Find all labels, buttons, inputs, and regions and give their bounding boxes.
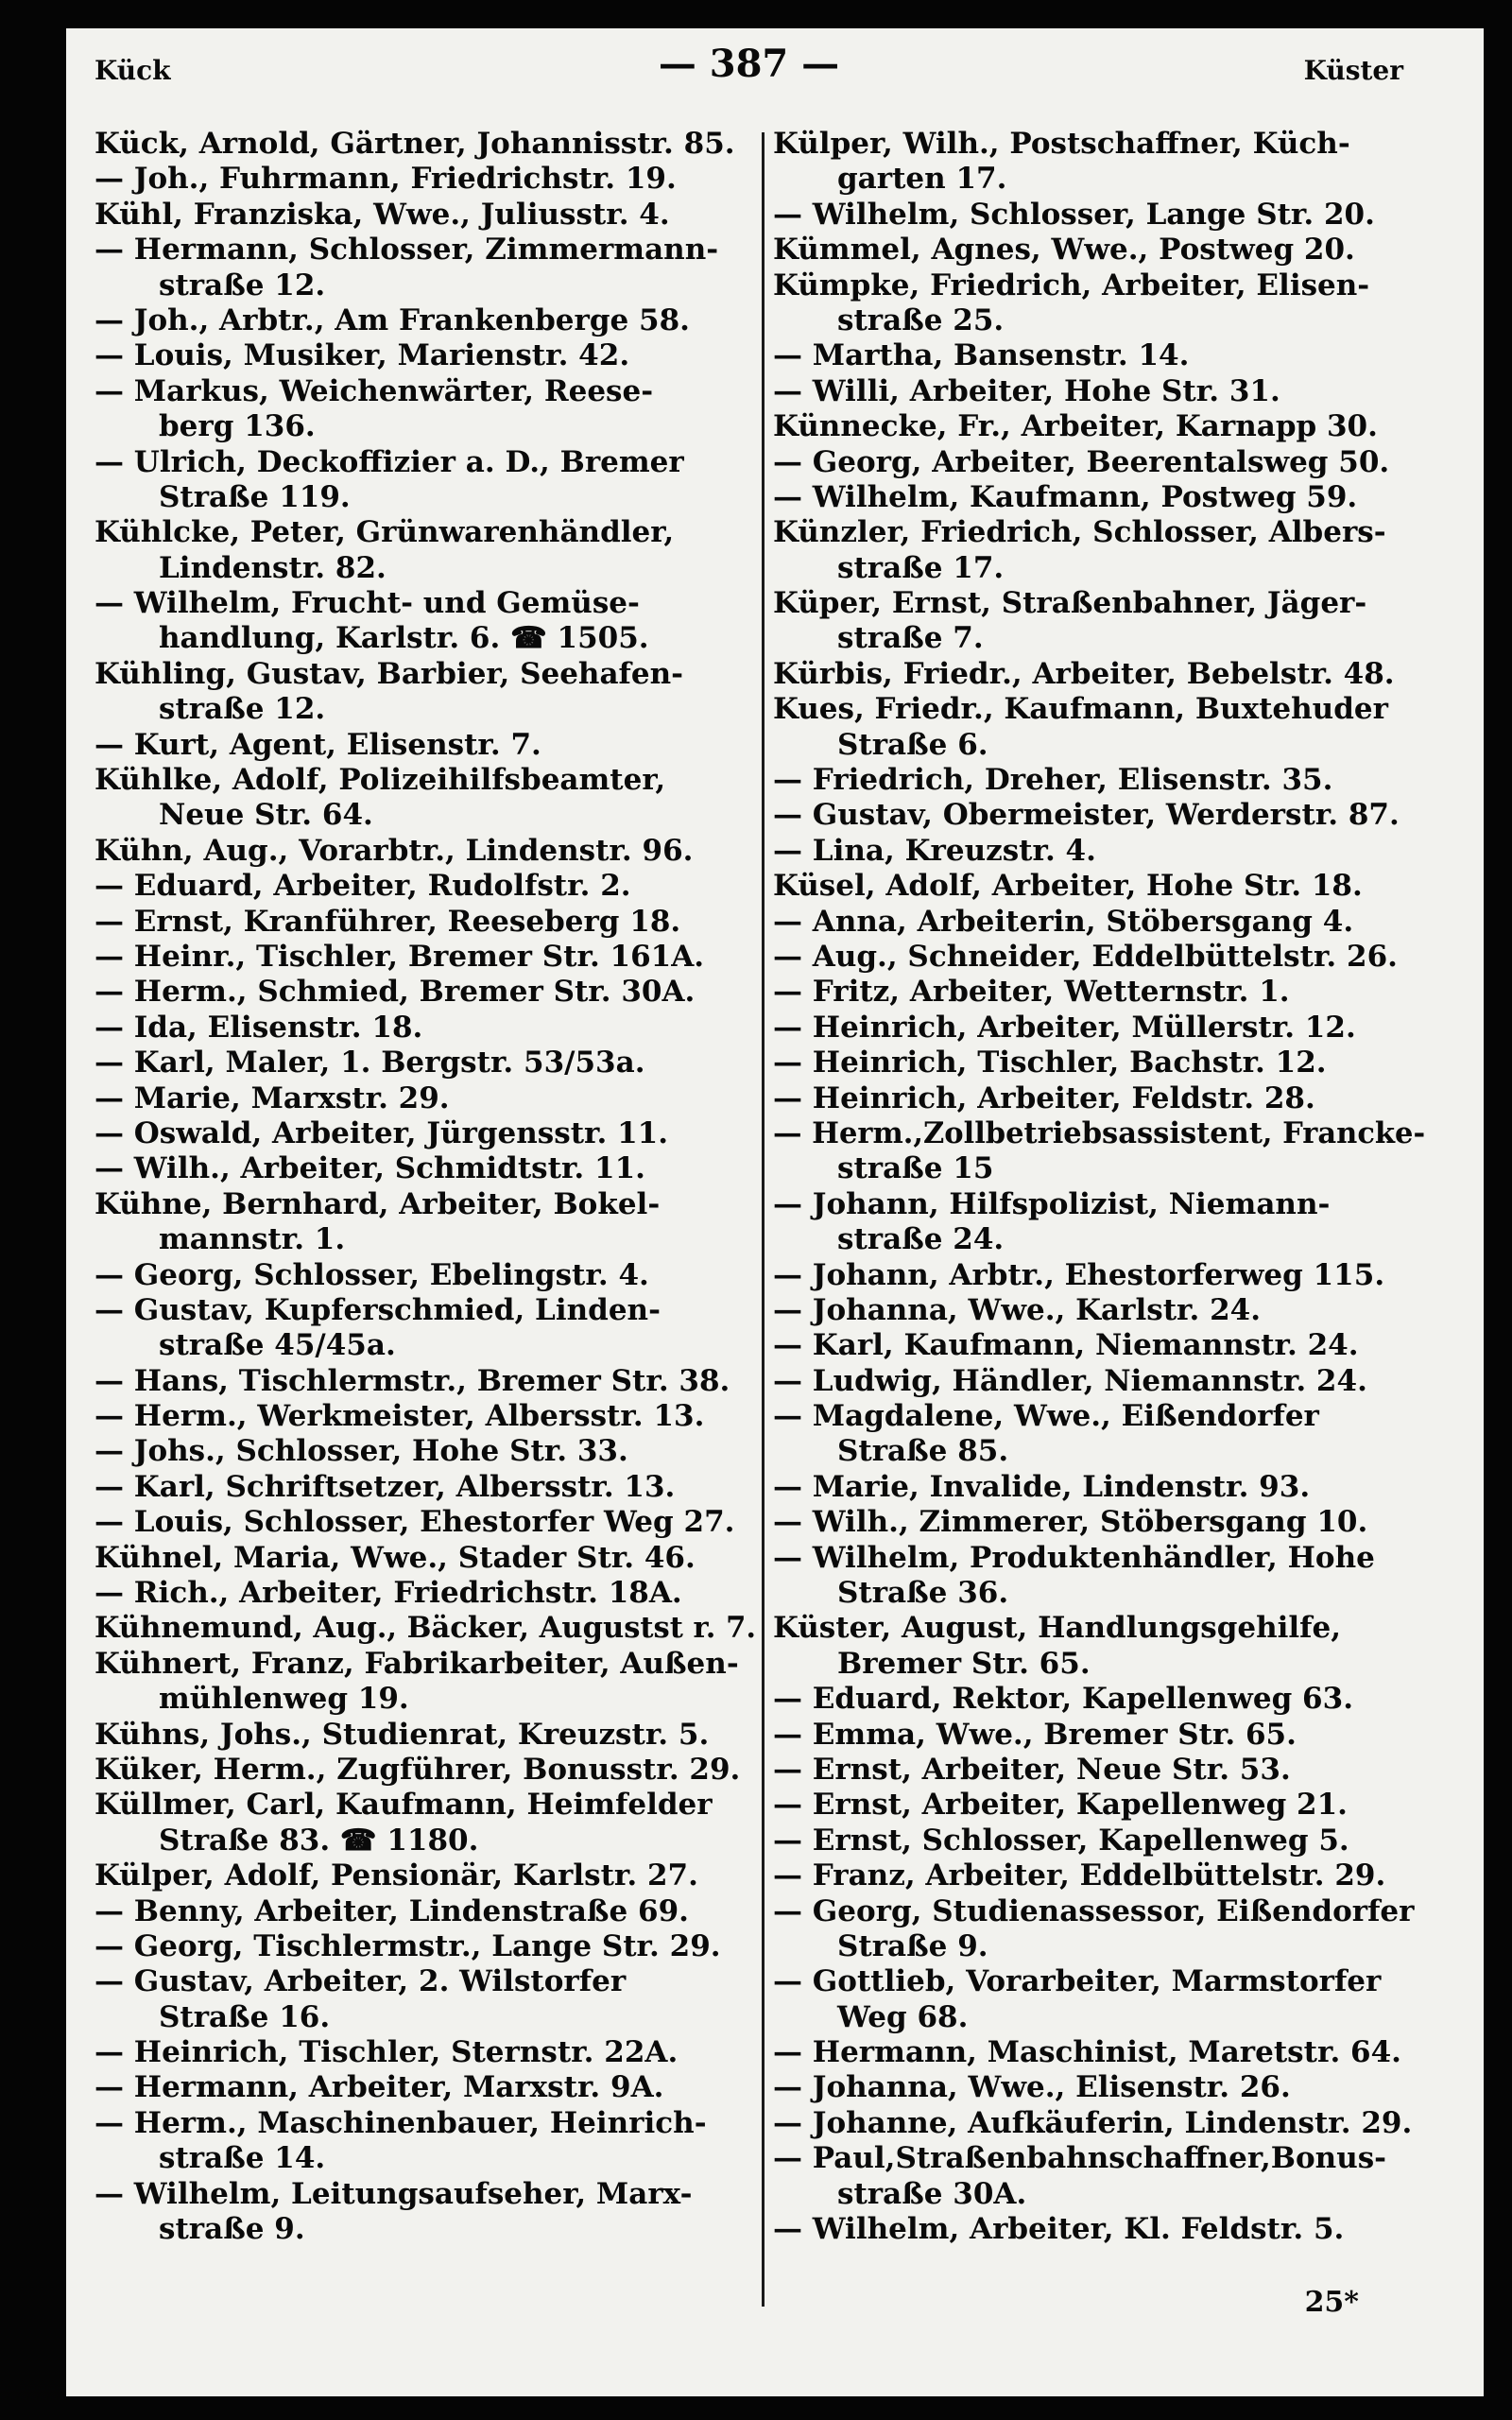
- entry-line: — Heinr., Tischler, Bremer Str. 161A.: [94, 939, 705, 974]
- entry-continuation-line: Straße 119.: [159, 479, 351, 514]
- entry-line: — Georg, Arbeiter, Beerentalsweg 50.: [773, 444, 1390, 479]
- entry-line: Künnecke, Fr., Arbeiter, Karnapp 30.: [773, 409, 1378, 444]
- entry-line: — Johanne, Aufkäuferin, Lindenstr. 29.: [773, 2105, 1413, 2140]
- entry-line: — Martha, Bansenstr. 14.: [773, 338, 1190, 373]
- printer-signature: 25*: [1304, 2286, 1359, 2319]
- entry-line: Kühl, Franziska, Wwe., Juliusstr. 4.: [94, 197, 670, 232]
- entry-continuation-line: straße 15: [837, 1151, 994, 1186]
- entry-line: — Karl, Kaufmann, Niemannstr. 24.: [773, 1328, 1359, 1363]
- header-right-catchword: Küster: [1303, 55, 1403, 86]
- entry-line: — Franz, Arbeiter, Eddelbüttelstr. 29.: [773, 1858, 1386, 1893]
- entry-line: — Aug., Schneider, Eddelbüttelstr. 26.: [773, 939, 1398, 974]
- entry-line: Künzler, Friedrich, Schlosser, Albers-: [773, 515, 1386, 550]
- entry-line: — Willi, Arbeiter, Hohe Str. 31.: [773, 373, 1280, 408]
- entry-continuation-line: straße 12.: [159, 692, 326, 727]
- entry-continuation-line: Bremer Str. 65.: [837, 1646, 1091, 1681]
- entry-line: — Wilhelm, Kaufmann, Postweg 59.: [773, 479, 1358, 514]
- entry-line: — Gustav, Obermeister, Werderstr. 87.: [773, 798, 1400, 833]
- entry-line: Küllmer, Carl, Kaufmann, Heimfelder: [94, 1788, 713, 1823]
- entry-line: — Gustav, Kupferschmied, Linden-: [94, 1292, 661, 1327]
- entry-line: — Herm., Maschinenbauer, Heinrich-: [94, 2105, 707, 2140]
- entry-line: — Karl, Maler, 1. Bergstr. 53/53a.: [94, 1046, 645, 1080]
- entry-line: Kues, Friedr., Kaufmann, Buxtehuder: [773, 692, 1388, 727]
- entry-continuation-line: Lindenstr. 82.: [159, 550, 387, 585]
- entry-line: — Johs., Schlosser, Hohe Str. 33.: [94, 1434, 628, 1469]
- entry-line: — Herm., Werkmeister, Albersstr. 13.: [94, 1399, 705, 1434]
- entry-continuation-line: straße 12.: [159, 268, 326, 302]
- entry-line: Kühnel, Maria, Wwe., Stader Str. 46.: [94, 1540, 696, 1575]
- entry-line: — Ernst, Arbeiter, Kapellenweg 21.: [773, 1788, 1348, 1823]
- entry-continuation-line: Straße 85.: [837, 1434, 1009, 1469]
- entry-continuation-line: Weg 68.: [837, 1999, 969, 2034]
- entry-line: — Eduard, Rektor, Kapellenweg 63.: [773, 1682, 1353, 1717]
- entry-continuation-line: Straße 9.: [837, 1928, 988, 1963]
- entry-line: — Marie, Invalide, Lindenstr. 93.: [773, 1469, 1311, 1504]
- entry-continuation-line: straße 25.: [837, 302, 1005, 337]
- entry-line: — Gottlieb, Vorarbeiter, Marmstorfer: [773, 1964, 1382, 1999]
- entry-continuation-line: straße 14.: [159, 2141, 326, 2176]
- entry-line: Kühne, Bernhard, Arbeiter, Bokel-: [94, 1186, 661, 1221]
- entry-line: — Markus, Weichenwärter, Reese-: [94, 373, 654, 408]
- entry-continuation-line: mannstr. 1.: [159, 1222, 346, 1257]
- entry-line: — Johanna, Wwe., Elisenstr. 26.: [773, 2070, 1291, 2105]
- entry-continuation-line: straße 9.: [159, 2212, 305, 2247]
- entry-line: Kühn, Aug., Vorarbtr., Lindenstr. 96.: [94, 833, 694, 868]
- entry-line: — Joh., Fuhrmann, Friedrichstr. 19.: [94, 162, 677, 197]
- entry-line: — Louis, Schlosser, Ehestorfer Weg 27.: [94, 1505, 735, 1540]
- entry-line: — Ernst, Arbeiter, Neue Str. 53.: [773, 1752, 1291, 1787]
- entry-line: Kück, Arnold, Gärtner, Johannisstr. 85.: [94, 127, 735, 161]
- entry-line: — Ulrich, Deckoffizier a. D., Bremer: [94, 444, 684, 479]
- entry-line: — Herm.,Zollbetriebsassistent, Francke-: [773, 1115, 1425, 1150]
- entry-continuation-line: Straße 6.: [837, 727, 988, 762]
- column-divider: [762, 132, 765, 2307]
- entry-line: — Joh., Arbtr., Am Frankenberge 58.: [94, 302, 690, 337]
- entry-line: Külper, Wilh., Postschaffner, Küch-: [773, 127, 1350, 161]
- left-column: [94, 127, 756, 2247]
- entry-continuation-line: berg 136.: [159, 409, 316, 444]
- entry-line: — Marie, Marxstr. 29.: [94, 1080, 450, 1115]
- entry-line: — Georg, Studienassessor, Eißendorfer: [773, 1893, 1415, 1928]
- entry-line: Kümpke, Friedrich, Arbeiter, Elisen-: [773, 268, 1370, 302]
- entry-line: Kühnemund, Aug., Bäcker, Augustst r. 7.: [94, 1611, 756, 1646]
- entry-line: — Ernst, Kranführer, Reeseberg 18.: [94, 904, 681, 939]
- entry-line: — Heinrich, Arbeiter, Feldstr. 28.: [773, 1080, 1315, 1115]
- entry-continuation-line: straße 45/45a.: [159, 1328, 396, 1363]
- entry-line: — Gustav, Arbeiter, 2. Wilstorfer: [94, 1964, 627, 1999]
- entry-line: — Ida, Elisenstr. 18.: [94, 1010, 423, 1045]
- entry-continuation-line: straße 30A.: [837, 2176, 1027, 2211]
- entry-continuation-line: Neue Str. 64.: [159, 798, 373, 833]
- entry-line: Kühlke, Adolf, Polizeihilfsbeamter,: [94, 763, 666, 798]
- entry-line: Kühnert, Franz, Fabrikarbeiter, Außen-: [94, 1646, 739, 1681]
- entry-line: — Fritz, Arbeiter, Wetternstr. 1.: [773, 975, 1290, 1010]
- entry-line: — Kurt, Agent, Elisenstr. 7.: [94, 727, 541, 762]
- entry-line: — Ernst, Schlosser, Kapellenweg 5.: [773, 1823, 1349, 1858]
- entry-line: — Lina, Kreuzstr. 4.: [773, 833, 1096, 868]
- entry-line: Küsel, Adolf, Arbeiter, Hohe Str. 18.: [773, 869, 1363, 904]
- entry-line: — Rich., Arbeiter, Friedrichstr. 18A.: [94, 1576, 682, 1611]
- entry-continuation-line: Straße 83. ☎ 1180.: [159, 1823, 479, 1858]
- entry-continuation-line: straße 7.: [837, 621, 984, 656]
- entry-line: — Wilhelm, Arbeiter, Kl. Feldstr. 5.: [773, 2212, 1345, 2247]
- entry-line: — Johanna, Wwe., Karlstr. 24.: [773, 1292, 1262, 1327]
- entry-continuation-line: handlung, Karlstr. 6. ☎ 1505.: [159, 621, 649, 656]
- entry-line: — Hans, Tischlermstr., Bremer Str. 38.: [94, 1363, 730, 1398]
- entry-line: — Louis, Musiker, Marienstr. 42.: [94, 338, 630, 373]
- entry-line: Küster, August, Handlungsgehilfe,: [773, 1611, 1342, 1646]
- entry-continuation-line: straße 17.: [837, 550, 1005, 585]
- entry-line: — Paul,Straßenbahnschaffner,Bonus-: [773, 2141, 1387, 2176]
- entry-line: — Magdalene, Wwe., Eißendorfer: [773, 1399, 1319, 1434]
- entry-line: — Ludwig, Händler, Niemannstr. 24.: [773, 1363, 1367, 1398]
- entry-line: — Wilhelm, Produktenhändler, Hohe: [773, 1540, 1375, 1575]
- entry-line: — Wilh., Arbeiter, Schmidtstr. 11.: [94, 1151, 645, 1186]
- entry-line: — Georg, Schlosser, Ebelingstr. 4.: [94, 1257, 649, 1292]
- entry-line: — Anna, Arbeiterin, Stöbersgang 4.: [773, 904, 1354, 939]
- entry-line: — Hermann, Arbeiter, Marxstr. 9A.: [94, 2070, 664, 2105]
- entry-line: — Oswald, Arbeiter, Jürgensstr. 11.: [94, 1115, 669, 1150]
- entry-line: — Hermann, Schlosser, Zimmermann-: [94, 233, 719, 268]
- entry-line: — Heinrich, Tischler, Sternstr. 22A.: [94, 2035, 679, 2070]
- entry-line: — Johann, Hilfspolizist, Niemann-: [773, 1186, 1331, 1221]
- entry-line: — Friedrich, Dreher, Elisenstr. 35.: [773, 763, 1333, 798]
- entry-line: — Benny, Arbeiter, Lindenstraße 69.: [94, 1893, 689, 1928]
- entry-line: — Karl, Schriftsetzer, Albersstr. 13.: [94, 1469, 676, 1504]
- entry-line: Külper, Adolf, Pensionär, Karlstr. 27.: [94, 1858, 698, 1893]
- entry-continuation-line: Straße 16.: [159, 1999, 331, 2034]
- entry-line: — Eduard, Arbeiter, Rudolfstr. 2.: [94, 869, 631, 904]
- entry-line: Küker, Herm., Zugführer, Bonusstr. 29.: [94, 1752, 741, 1787]
- entry-continuation-line: mühlenweg 19.: [159, 1682, 409, 1717]
- entry-line: — Emma, Wwe., Bremer Str. 65.: [773, 1717, 1297, 1752]
- entry-line: — Herm., Schmied, Bremer Str. 30A.: [94, 975, 696, 1010]
- entry-line: — Heinrich, Tischler, Bachstr. 12.: [773, 1046, 1327, 1080]
- page-number: — 387 —: [658, 42, 840, 86]
- entry-line: — Hermann, Maschinist, Maretstr. 64.: [773, 2035, 1401, 2070]
- right-column: [773, 127, 1425, 2247]
- entry-line: Kühling, Gustav, Barbier, Seehafen-: [94, 656, 684, 691]
- entry-continuation-line: Straße 36.: [837, 1576, 1009, 1611]
- entry-line: — Johann, Arbtr., Ehestorferweg 115.: [773, 1257, 1385, 1292]
- entry-line: — Heinrich, Arbeiter, Müllerstr. 12.: [773, 1010, 1356, 1045]
- entry-line: — Wilhelm, Leitungsaufseher, Marx-: [94, 2176, 693, 2211]
- entry-line: — Wilhelm, Frucht- und Gemüse-: [94, 586, 640, 621]
- header-left-catchword: Kück: [94, 55, 171, 86]
- entry-line: Kürbis, Friedr., Arbeiter, Bebelstr. 48.: [773, 656, 1395, 691]
- entry-line: — Georg, Tischlermstr., Lange Str. 29.: [94, 1928, 721, 1963]
- entry-line: — Wilh., Zimmerer, Stöbersgang 10.: [773, 1505, 1368, 1540]
- page-header: [94, 38, 1403, 104]
- entry-line: Kümmel, Agnes, Wwe., Postweg 20.: [773, 233, 1355, 268]
- entry-line: Kühns, Johs., Studienrat, Kreuzstr. 5.: [94, 1717, 710, 1752]
- entry-line: — Wilhelm, Schlosser, Lange Str. 20.: [773, 197, 1375, 232]
- entry-line: Küper, Ernst, Straßenbahner, Jäger-: [773, 586, 1367, 621]
- entry-continuation-line: garten 17.: [837, 162, 1007, 197]
- entry-continuation-line: straße 24.: [837, 1222, 1005, 1257]
- entry-line: Kühlcke, Peter, Grünwarenhändler,: [94, 515, 675, 550]
